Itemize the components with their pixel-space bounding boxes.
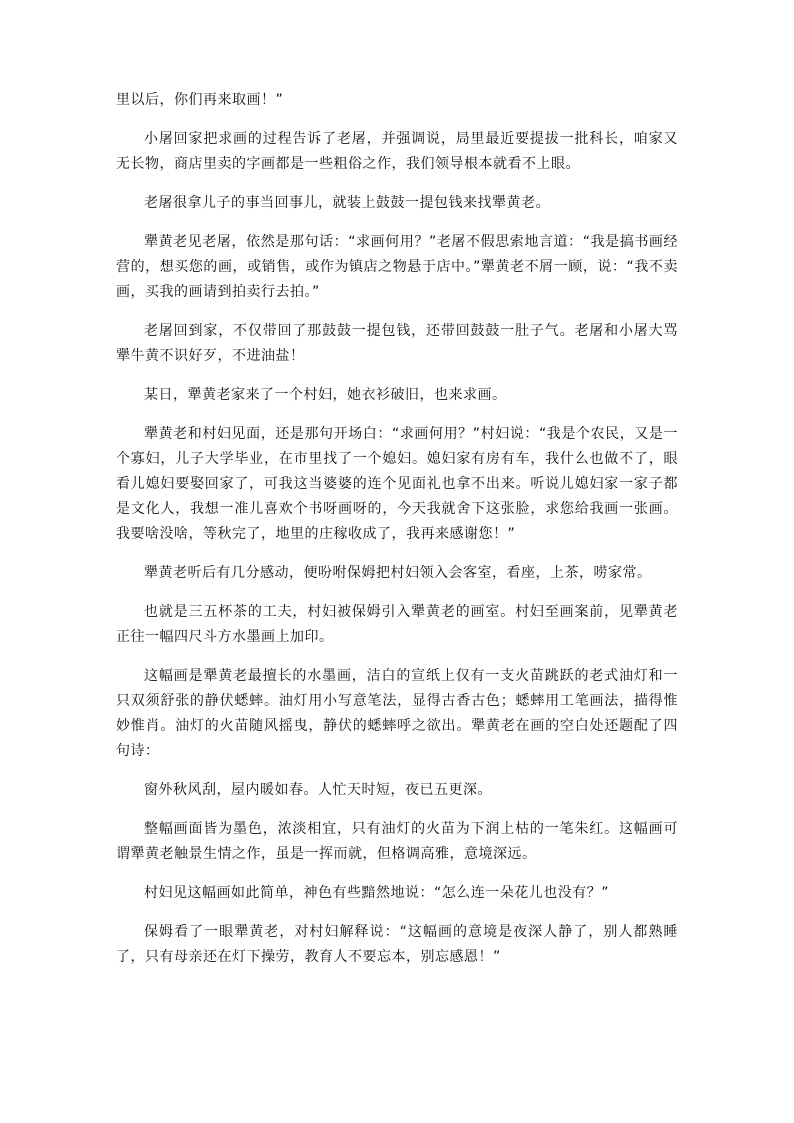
- paragraph: 里以后，你们再来取画！”: [116, 92, 284, 108]
- paragraph: 也就是三五杯茶的工夫，村妇被保姆引入犟黄老的画室。村妇至画案前，见犟黄老正往一幅四尺斗方水墨画上加印。: [116, 604, 678, 645]
- paragraph: 老屠回到家，不仅带回了那鼓鼓一提包钱，还带回鼓鼓一肚子气。老屠和小屠大骂犟牛黄不识好歹，不进油盐！: [116, 323, 678, 364]
- paragraph: 某日，犟黄老家来了一个村妇，她衣衫破旧，也来求画。: [144, 387, 507, 403]
- paragraph: 保姆看了一眼犟黄老，对村妇解释说：“这幅画的意境是夜深人静了，别人都熟睡了，只有母亲还在灯下操劳，教育人不要忘本，别忘感恩！”: [116, 924, 678, 965]
- paragraph: 犟黄老听后有几分感动，便吩咐保姆把村妇领入会客室，看座，上茶，唠家常。: [144, 565, 652, 581]
- paragraph: 犟黄老见老屠，依然是那句话：“求画何用？”老屠不假思索地言道：“我是搞书画经营的，想买您的画，或销售，或作为镇店之物悬于店中。”犟黄老不屑一顾，说：“我不卖画，买我的画请到拍卖行去拍。”: [116, 234, 678, 300]
- paragraph: 这幅画是犟黄老最擅长的水墨画，洁白的宣纸上仅有一支火苗跳跃的老式油灯和一只双须舒张的静伏蟋蟀。油灯用小写意笔法，显得古香古色；蟋蟀用工笔画法，描得惟妙惟肖。油灯的火苗随风摇曳，静伏的蟋蟀呼之欲出。犟黄老在画的空白处还题配了四句诗：: [116, 668, 678, 759]
- paragraph: 小屠回家把求画的过程告诉了老屠，并强调说，局里最近要提拔一批科长，咱家又无长物，商店里卖的字画都是一些粗俗之作，我们领导根本就看不上眼。: [116, 131, 678, 172]
- paragraph: 犟黄老和村妇见面，还是那句开场白：“求画何用？”村妇说：“我是个农民，又是一个寡妇，儿子大学毕业，在市里找了一个媳妇。媳妇家有房有车，我什么也做不了，眼看儿媳妇要娶回家了，可我这当婆婆的连个见面礼也拿不出来。听说儿媳妇家一家子都是文化人，我想一准儿喜欢个书呀画呀的，今天我就舍下这张脸，求您给我画一张画。我要啥没啥，等秋完了，地里的庄稼收成了，我再来感谢您！”: [116, 426, 678, 542]
- document-body: [116, 88, 678, 984]
- paragraph: 整幅画面皆为墨色，浓淡相宜，只有油灯的火苗为下润上枯的一笔朱红。这幅画可谓犟黄老触景生情之作，虽是一挥而就，但格调高雅，意境深远。: [116, 821, 678, 862]
- poem-paragraph: 窗外秋风刮，屋内暖如春。人忙天时短，夜已五更深。: [144, 782, 492, 798]
- paragraph: 老屠很拿儿子的事当回事儿，就装上鼓鼓一提包钱来找犟黄老。: [144, 195, 550, 211]
- paragraph: 村妇见这幅画如此简单，神色有些黯然地说：“怎么连一朵花儿也没有？”: [144, 885, 610, 901]
